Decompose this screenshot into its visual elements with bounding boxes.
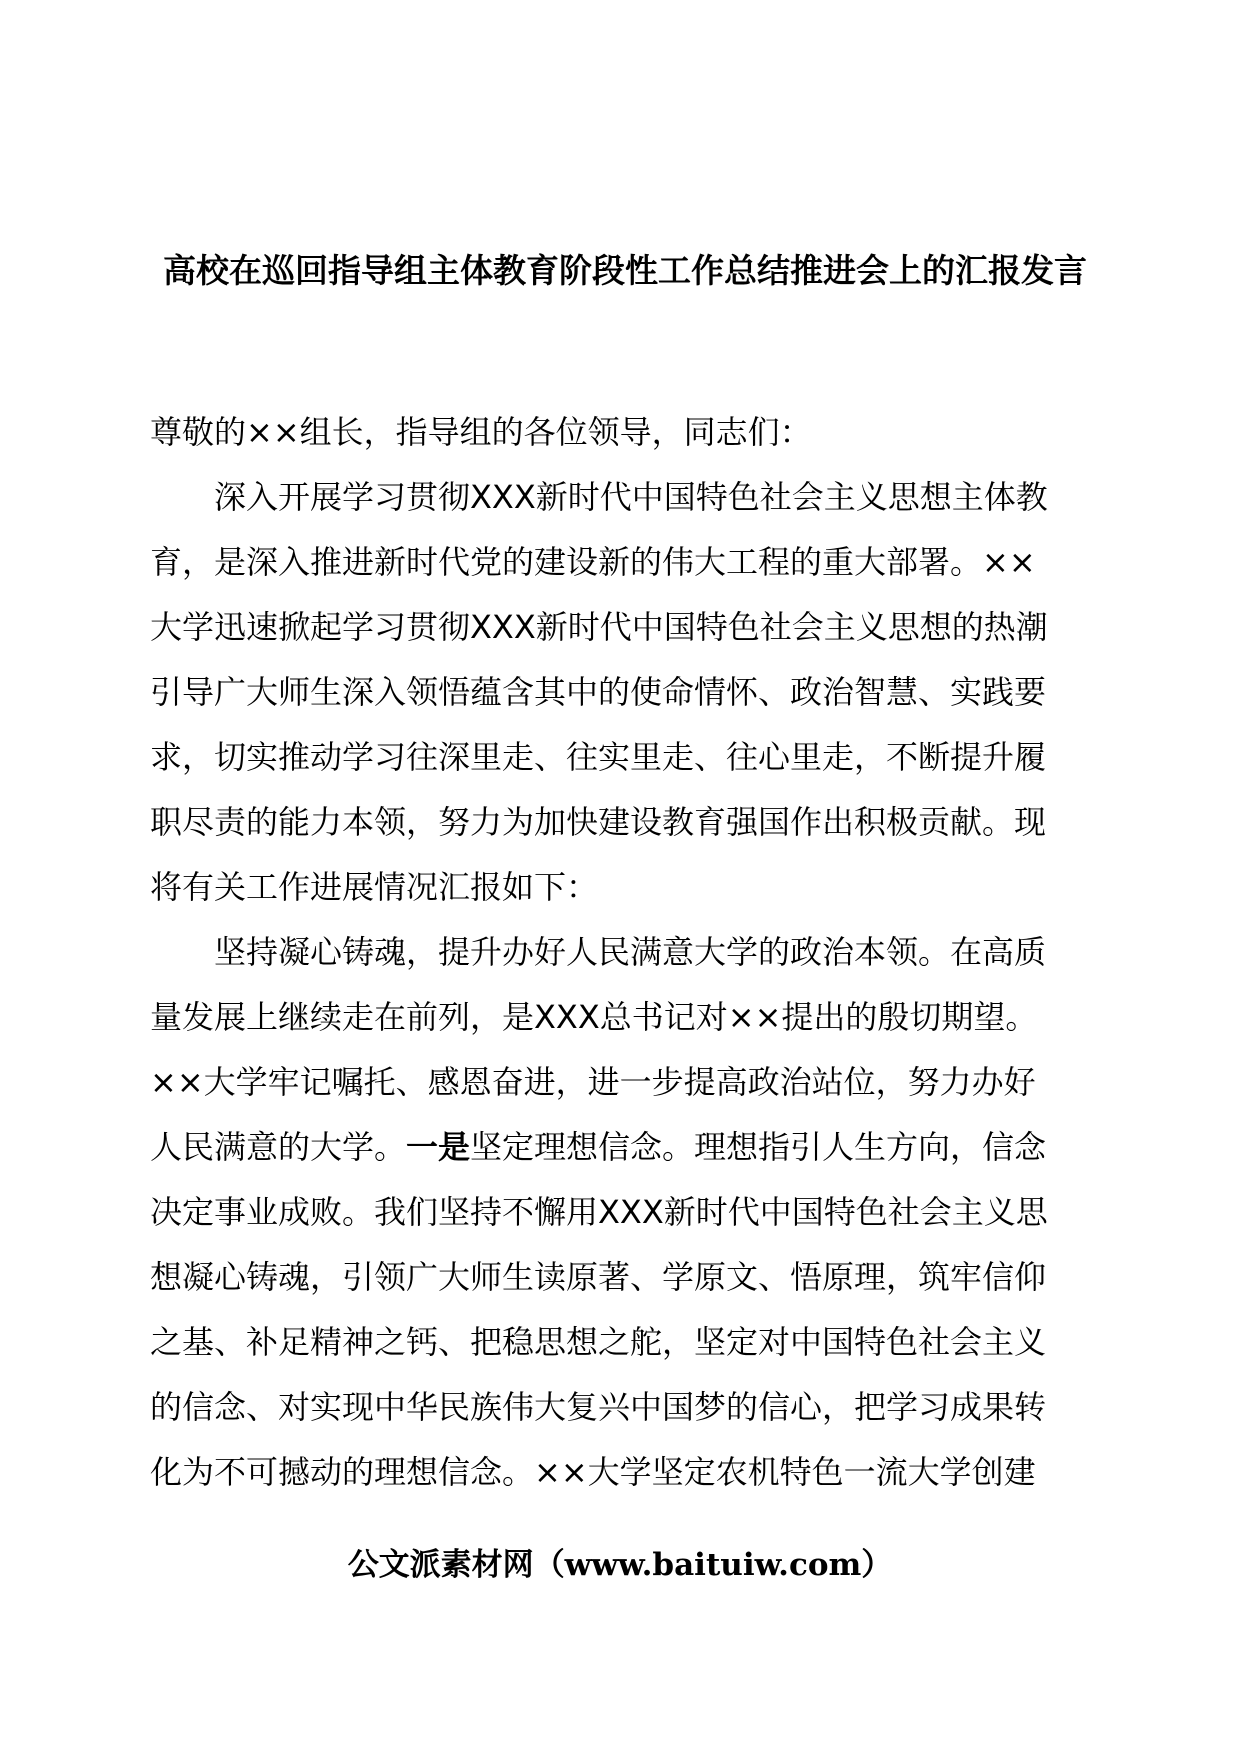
paragraph-line: 引导广大师生深入领悟蕴含其中的使命情怀、政治智慧、实践要 [150,673,1047,711]
footer [0,1540,1240,1590]
paragraph-line: 坚持凝心铸魂，提升办好人民满意大学的政治本领。在高质 [214,933,1047,971]
paragraph-line: 求，切实推动学习往深里走、往实里走、往心里走，不断提升履 [150,738,1047,776]
paragraph-line: 将有关工作进展情况汇报如下： [150,868,599,906]
paragraph-1 [150,465,1090,920]
paragraph-line: 职尽责的能力本领，努力为加快建设教育强国作出积极贡献。现 [150,803,1047,841]
text-segment: 坚定理想信念。理想指引人生方向，信念 [470,1128,1047,1166]
paragraph-line: ××大学牢记嘱托、感恩奋进，进一步提高政治站位，努力办好 [150,1063,1036,1101]
footer-url: （www.baituiw.com） [533,1547,893,1583]
text-segment: 人民满意的大学。 [150,1128,407,1166]
paragraph-line: 深入开展学习贯彻XXX新时代中国特色社会主义思想主体教 [214,478,1048,516]
paragraph-line: 化为不可撼动的理想信念。××大学坚定农机特色一流大学创建 [150,1453,1036,1491]
footer-site-name: 公文派素材网 [347,1547,534,1583]
salutation-line: 尊敬的××组长，指导组的各位领导，同志们： [150,413,812,451]
paragraph-line: 大学迅速掀起学习贯彻XXX新时代中国特色社会主义思想的热潮 [150,608,1048,646]
paragraph-line: 的信念、对实现中华民族伟大复兴中国梦的信心，把学习成果转 [150,1388,1047,1426]
paragraph-line: 量发展上继续走在前列，是XXX总书记对××提出的殷切期望。 [150,998,1038,1036]
document-body [150,400,1090,1505]
paragraph-line: 决定事业成败。我们坚持不懈用XXX新时代中国特色社会主义思 [150,1193,1048,1231]
paragraph-line: 育，是深入推进新时代党的建设新的伟大工程的重大部署。×× [150,543,1036,581]
paragraph-2 [150,920,1090,1505]
paragraph-line: 之基、补足精神之钙、把稳思想之舵，坚定对中国特色社会主义 [150,1323,1047,1361]
paragraph-line: 想凝心铸魂，引领广大师生读原著、学原文、悟原理，筑牢信仰 [150,1258,1047,1296]
salutation [150,400,1090,465]
emphasis-text: 一是 [406,1128,471,1166]
paragraph-line-with-emphasis [150,1115,1090,1180]
document-title: 高校在巡回指导组主体教育阶段性工作总结推进会上的汇报发言 [163,251,1087,290]
